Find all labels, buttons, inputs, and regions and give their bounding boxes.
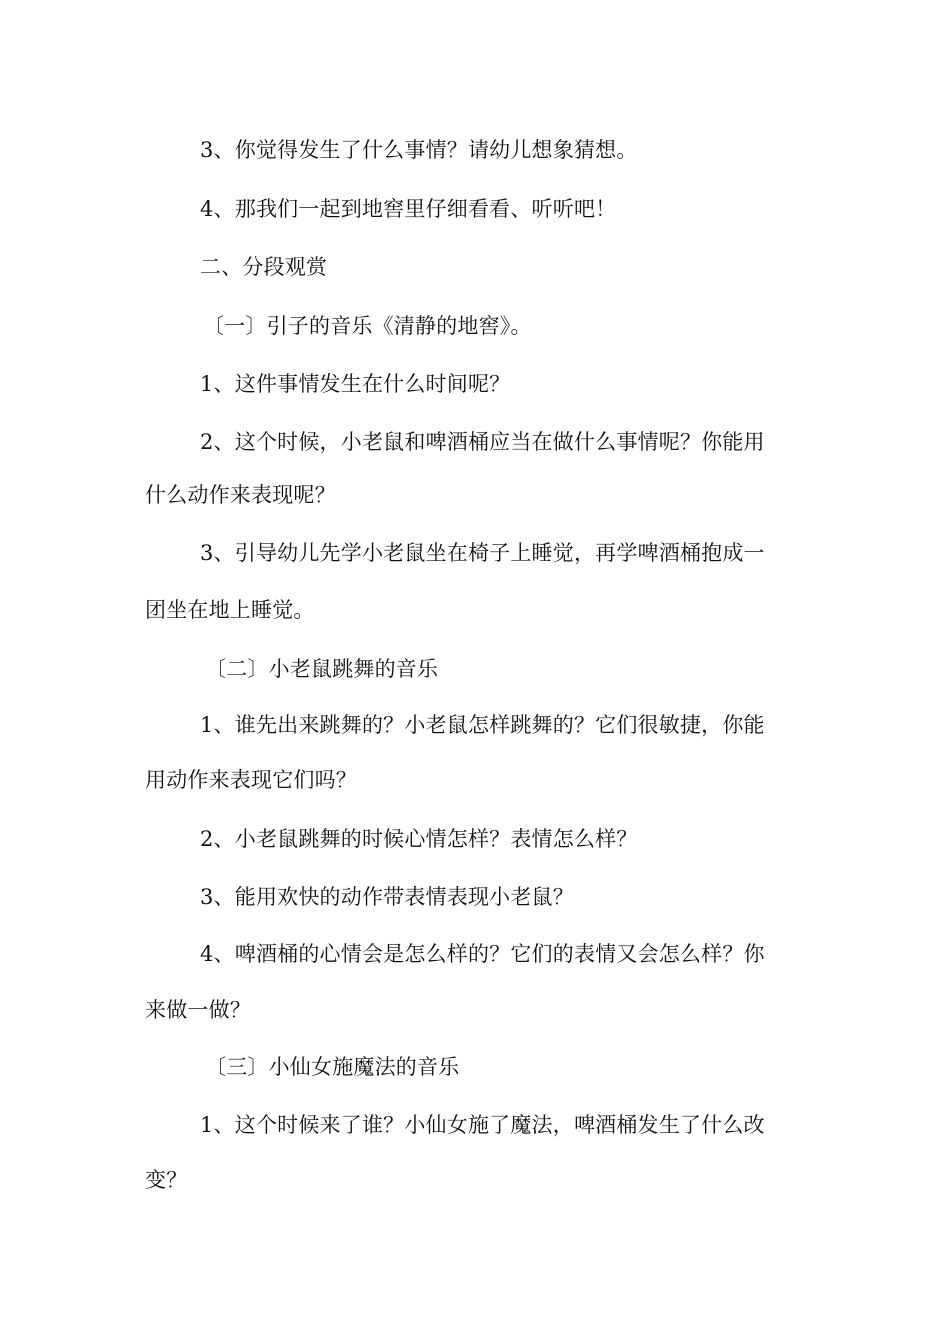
paragraph-line: 3、引导幼儿先学小老鼠坐在椅子上睡觉，再学啤酒桶抱成一 — [200, 541, 765, 565]
paragraph-line: 3、能用欢快的动作带表情表现小老鼠？ — [200, 885, 574, 909]
paragraph-line-continued: 用动作来表现它们吗？ — [145, 768, 357, 792]
section-heading: 二、分段观赏 — [200, 255, 328, 279]
paragraph-line: 4、那我们一起到地窖里仔细看看、听听吧！ — [200, 197, 617, 221]
paragraph-line: 3、你觉得发生了什么事情？请幼儿想象猜想。 — [200, 138, 638, 162]
subsection-heading: 〔二〕小老鼠跳舞的音乐 — [205, 657, 439, 681]
paragraph-line: 2、这个时候，小老鼠和啤酒桶应当在做什么事情呢？你能用 — [200, 430, 765, 454]
subsection-heading: 〔一〕引子的音乐《清静的地窖》。 — [203, 314, 532, 338]
paragraph-line-continued: 什么动作来表现呢？ — [145, 483, 336, 507]
paragraph-line: 2、小老鼠跳舞的时候心情怎样？表情怎么样？ — [200, 827, 638, 851]
paragraph-line-continued: 变？ — [145, 1168, 188, 1192]
paragraph-line-continued: 团坐在地上睡觉。 — [145, 598, 315, 622]
paragraph-line-continued: 来做一做？ — [145, 998, 251, 1022]
subsection-heading: 〔三〕小仙女施魔法的音乐 — [205, 1055, 460, 1079]
paragraph-line: 4、啤酒桶的心情会是怎么样的？它们的表情又会怎么样？你 — [200, 942, 765, 966]
paragraph-line: 1、这件事情发生在什么时间呢？ — [200, 372, 511, 396]
paragraph-line: 1、谁先出来跳舞的？小老鼠怎样跳舞的？它们很敏捷，你能 — [200, 713, 765, 737]
paragraph-line: 1、这个时候来了谁？小仙女施了魔法，啤酒桶发生了什么改 — [200, 1113, 765, 1137]
